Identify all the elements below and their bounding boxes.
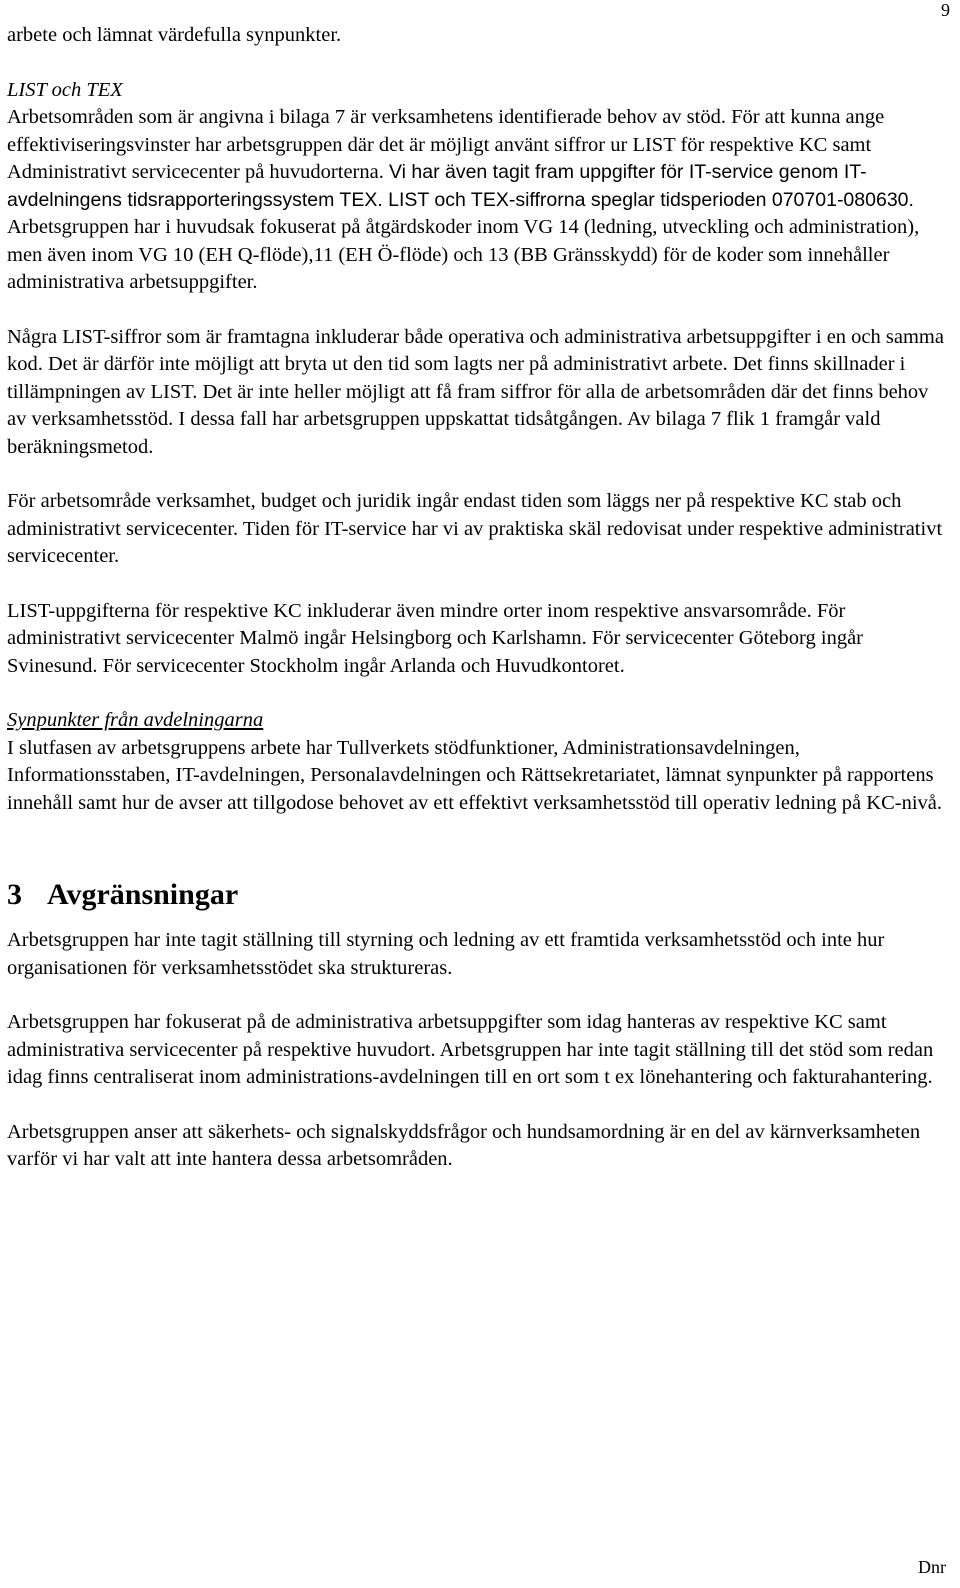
synpunkter-paragraph: I slutfasen av arbetsgruppens arbete har Tullverkets stödfunktioner, Administrationsavdelningen, Informationsstaben, IT-avdelningen, Personalavdelningen och Rättsekretariatet, lämnat synpunkter på rapportens innehåll samt hur de avser att tillgodose behovet av ett effektivt verksamhetsstöd till operativ ledning på KC-nivå. [7,736,942,814]
list-tex-paragraph-1-part-a: Arbetsområden som är angivna i bilaga 7 är verksamhetens identifierade behov av stöd. För att kunna ange effektiviseringsvinster har arbetsgruppen där det är möjligt använt siffror ur LIST för respektive KC samt Administrativt servicecenter på huvudorterna. [7,106,885,183]
section-3-heading [7,877,949,913]
section-3-paragraph-1: Arbetsgruppen har inte tagit ställning till styrning och ledning av ett framtida verksamhetsstöd och inte hur organisationen för verksamhetsstödet ska struktureras. [7,929,885,979]
list-tex-paragraph-1-part-c: Arbetsgruppen har i huvudsak fokuserat på åtgärdskoder inom VG 14 (ledning, utveckling och administration), men även inom VG 10 (EH Q-flöde),11 (EH Ö-flöde) och 13 (BB Gränsskydd) för de koder som innehåller administrativa arbetsuppgifter. [7,216,920,293]
synpunkter-heading: Synpunkter från avdelningarna [7,709,264,731]
list-tex-heading: LIST och TEX [7,78,123,101]
section-title: Avgränsningar [47,878,239,911]
list-tex-paragraph-2: Några LIST-siffror som är framtagna inkluderar både operativa och administrativa arbetsuppgifter i en och samma kod. Det är därför inte möjligt att bryta ut den tid som lagts ner på administrativt arbete. Det finns skillnader i tillämpningen av LIST. Det är inte heller möjligt att få fram siffror för alla de arbetsområden där det finns behov av verksamhetsstöd. I dessa fall har arbetsgruppen uppskattat tidsåtgången. Av bilaga 7 flik 1 framgår vald beräkningsmetod. [7,325,944,458]
section-number: 3 [7,878,22,911]
section-3-paragraph-3: Arbetsgruppen anser att säkerhets- och signalskyddsfrågor och hundsamordning är en del av kärnverksamheten varför vi har valt att inte hantera dessa arbetsområden. [7,1120,921,1170]
list-tex-paragraph-4: LIST-uppgifterna för respektive KC inkluderar även mindre orter inom respektive ansvarsområde. För administrativt servicecenter Malmö ingår Helsingborg och Karlshamn. För servicecenter Göteborg ingår Svinesund. För servicecenter Stockholm ingår Arlanda och Huvudkontoret. [7,599,863,677]
list-tex-paragraph-3: För arbetsområde verksamhet, budget och juridik ingår endast tiden som läggs ner på respektive KC stab och administrativt servicecenter. Tiden för IT-service har vi av praktiska skäl redovisat under respektive administrativt servicecenter. [7,490,943,567]
page-content [7,22,949,1174]
list-tex-paragraph-1-part-b: Vi har även tagit fram uppgifter för IT-service genom IT-avdelningens tidsrapporteringssystem TEX. LIST och TEX-siffrorna speglar tidsperioden 070701-080630. [7,161,914,211]
page-number: 9 [941,0,950,20]
footer-dnr: Dnr [918,1557,946,1577]
list-tex-paragraph-1 [7,104,949,297]
section-3-paragraph-2: Arbetsgruppen har fokuserat på de administrativa arbetsuppgifter som idag hanteras av respektive KC samt administrativa servicecenter på respektive huvudort. Arbetsgruppen har inte tagit ställning till det stöd som redan idag finns centraliserat inom administrations-avdelningen till en ort som t ex lönehantering och fakturahantering. [7,1011,934,1088]
intro-line: arbete och lämnat värdefulla synpunkter. [7,24,342,46]
